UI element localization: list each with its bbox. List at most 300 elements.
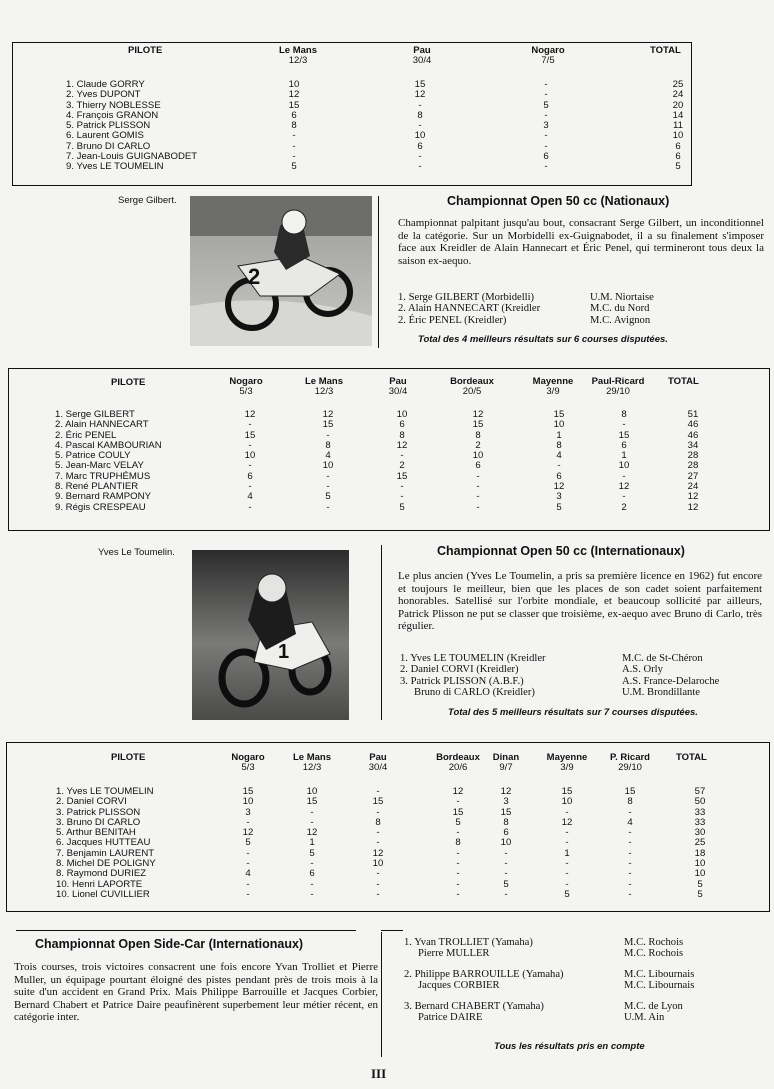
rider-entry: 1. Serge GILBERT (Morbidelli) bbox=[398, 292, 535, 303]
points-cell: - bbox=[476, 470, 480, 482]
points-cell: - bbox=[565, 878, 569, 890]
table-row bbox=[56, 797, 756, 807]
points-cell: - bbox=[326, 501, 330, 513]
result-line bbox=[398, 292, 758, 303]
points-cell: - bbox=[418, 161, 422, 173]
table-row bbox=[56, 869, 756, 879]
table1-col-header: Le Mans 12/3 bbox=[278, 45, 317, 66]
rider-entry: 2. Alain HANNECART (Kreidler bbox=[398, 303, 541, 315]
points-cell: - bbox=[456, 888, 460, 900]
points-cell: 6 bbox=[417, 140, 423, 152]
points-cell: - bbox=[622, 419, 626, 431]
points-cell: - bbox=[456, 868, 460, 880]
points-cell: 6 bbox=[291, 109, 297, 121]
points-cell: 8 bbox=[291, 120, 297, 132]
points-cell: 10 bbox=[414, 130, 426, 142]
table2-body bbox=[55, 410, 755, 513]
points-cell: - bbox=[628, 827, 632, 839]
section-paragraph: Championnat palpitant jusqu'au bout, consacrant Serge Gilbert, un inconditionnel de la catégorie. Sur un Morbidelli ex-Guignabodet, il a su finalement s'imposer face aux Kreidler de Alain Hannecart et Éric Penel, qui termineront tous deux la saison ex-aequo. bbox=[398, 217, 764, 267]
points-cell: 1 bbox=[556, 429, 562, 441]
total-cell: 33 bbox=[694, 816, 706, 828]
column-header: Bordeaux 20/5 bbox=[450, 376, 494, 397]
table-row bbox=[55, 420, 755, 430]
club-entry: M.C. du Nord bbox=[590, 303, 650, 315]
table-row bbox=[55, 441, 755, 451]
column-header: Bordeaux 20/6 bbox=[436, 752, 480, 773]
total-cell: 28 bbox=[687, 450, 699, 462]
points-cell: - bbox=[565, 806, 569, 818]
table-row bbox=[56, 890, 756, 900]
pilot-name: 3. Bruno DI CARLO bbox=[56, 816, 141, 828]
points-cell: 12 bbox=[372, 847, 384, 859]
pilot-name: 3. Patrick PLISSON bbox=[56, 806, 141, 818]
points-cell: 1 bbox=[309, 837, 315, 849]
points-cell: 1 bbox=[564, 847, 570, 859]
rider-entry: 3. Bernard CHABERT (Yamaha) bbox=[404, 1000, 544, 1012]
table-row bbox=[66, 111, 686, 121]
points-cell: 5 bbox=[291, 161, 297, 173]
total-cell: 5 bbox=[697, 888, 703, 900]
rider-entry: Bruno di CARLO (Kreidler) bbox=[414, 687, 535, 699]
pilot-name: 6. Laurent GOMIS bbox=[66, 130, 144, 142]
total-cell: 33 bbox=[694, 806, 706, 818]
column-header: Le Mans 12/3 bbox=[292, 752, 331, 773]
points-cell: - bbox=[544, 109, 548, 121]
total-cell: 20 bbox=[672, 99, 684, 111]
points-cell: 8 bbox=[503, 816, 509, 828]
points-cell: 10 bbox=[561, 796, 573, 808]
results-note: Total des 5 meilleurs résultats sur 7 courses disputées. bbox=[448, 707, 698, 718]
pilot-name: 5. Jean-Marc VELAY bbox=[55, 460, 144, 472]
points-cell: - bbox=[628, 858, 632, 870]
table-row bbox=[55, 482, 755, 492]
points-cell: 12 bbox=[322, 409, 334, 420]
points-cell: 8 bbox=[325, 439, 331, 451]
pilot-name: 5. Arthur BENITAH bbox=[56, 827, 136, 839]
points-cell: 15 bbox=[618, 429, 630, 441]
points-cell: - bbox=[628, 806, 632, 818]
points-cell: - bbox=[628, 868, 632, 880]
result-line bbox=[404, 937, 764, 948]
table-row bbox=[56, 838, 756, 848]
pilot-name: 5. Patrick PLISSON bbox=[66, 120, 151, 132]
table1-total-header: TOTAL bbox=[650, 45, 681, 56]
result-line bbox=[404, 980, 764, 991]
points-cell: 15 bbox=[624, 786, 636, 797]
points-cell: - bbox=[544, 79, 548, 90]
pilot-name: 5. Patrice COULY bbox=[55, 450, 131, 462]
points-cell: 8 bbox=[475, 429, 481, 441]
points-cell: 8 bbox=[399, 429, 405, 441]
table-row bbox=[56, 818, 756, 828]
points-cell: 12 bbox=[288, 89, 300, 101]
column-header: Nogaro 5/3 bbox=[231, 752, 265, 773]
page-number: III bbox=[371, 1066, 387, 1081]
points-cell: 8 bbox=[621, 409, 627, 420]
column-rule bbox=[381, 930, 403, 931]
pilot-name: 3. Thierry NOBLESSE bbox=[66, 99, 161, 111]
points-cell: 10 bbox=[306, 786, 318, 797]
points-cell: - bbox=[504, 888, 508, 900]
points-cell: 15 bbox=[242, 786, 254, 797]
points-cell: 8 bbox=[375, 816, 381, 828]
rider-entry: 1. Yvan TROLLIET (Yamaha) bbox=[404, 937, 533, 948]
points-cell: 6 bbox=[621, 439, 627, 451]
points-cell: 12 bbox=[553, 481, 565, 493]
rider-entry: 1. Yves LE TOUMELIN (Kreidler bbox=[400, 653, 546, 664]
total-cell: 27 bbox=[687, 470, 699, 482]
total-cell: 6 bbox=[675, 140, 681, 152]
column-header: Pau 30/4 bbox=[388, 376, 408, 397]
points-cell: - bbox=[376, 806, 380, 818]
points-cell: - bbox=[628, 888, 632, 900]
points-cell: - bbox=[400, 491, 404, 503]
points-cell: 12 bbox=[242, 827, 254, 839]
points-cell: - bbox=[622, 491, 626, 503]
points-cell: - bbox=[326, 429, 330, 441]
points-cell: - bbox=[628, 878, 632, 890]
column-header: Mayenne 3/9 bbox=[532, 376, 574, 397]
column-header: Pau 30/4 bbox=[368, 752, 388, 773]
points-cell: 5 bbox=[556, 501, 562, 513]
rider-entry: Jacques CORBIER bbox=[418, 980, 500, 992]
column-divider bbox=[381, 932, 382, 1057]
points-cell: 8 bbox=[627, 796, 633, 808]
rider-entry: 2. Daniel CORVI (Kreidler) bbox=[400, 664, 519, 676]
points-cell: 12 bbox=[244, 409, 256, 420]
points-cell: 10 bbox=[288, 79, 300, 90]
points-cell: - bbox=[376, 888, 380, 900]
points-cell: 8 bbox=[417, 109, 423, 121]
table-row bbox=[56, 880, 756, 890]
column-header: Nogaro 5/3 bbox=[229, 376, 263, 397]
club-entry: U.M. Ain bbox=[624, 1011, 665, 1023]
results-note: Tous les résultats pris en compte bbox=[494, 1041, 645, 1052]
results-list bbox=[400, 653, 760, 699]
result-line bbox=[404, 969, 764, 980]
column-rule bbox=[16, 930, 356, 931]
points-cell: - bbox=[565, 858, 569, 870]
points-cell: - bbox=[310, 858, 314, 870]
total-cell: 10 bbox=[694, 868, 706, 880]
points-cell: - bbox=[504, 847, 508, 859]
column-header: Le Mans 12/3 bbox=[304, 376, 343, 397]
total-cell: 51 bbox=[687, 409, 699, 420]
rider-photo-yves-le-toumelin bbox=[192, 550, 349, 720]
result-line bbox=[404, 1001, 764, 1012]
pilot-name: 10. Henri LAPORTE bbox=[56, 878, 143, 890]
points-cell: - bbox=[292, 151, 296, 163]
points-cell: - bbox=[456, 878, 460, 890]
points-cell: 12 bbox=[500, 786, 512, 797]
points-cell: - bbox=[622, 470, 626, 482]
total-cell: 46 bbox=[687, 419, 699, 431]
points-cell: - bbox=[544, 140, 548, 152]
table-row bbox=[55, 410, 755, 420]
results-note: Total des 4 meilleurs résultats sur 6 courses disputées. bbox=[418, 334, 668, 345]
points-cell: - bbox=[326, 481, 330, 493]
points-cell: 2 bbox=[399, 460, 405, 472]
points-cell: - bbox=[248, 481, 252, 493]
points-cell: - bbox=[544, 89, 548, 101]
points-cell: - bbox=[565, 827, 569, 839]
points-cell: - bbox=[248, 460, 252, 472]
points-cell: - bbox=[310, 888, 314, 900]
points-cell: 15 bbox=[244, 429, 256, 441]
rider-entry: 3. Patrick PLISSON (A.B.F.) bbox=[400, 675, 524, 687]
total-cell: 28 bbox=[687, 460, 699, 472]
club-entry: M.C. Avignon bbox=[590, 314, 651, 326]
points-cell: 12 bbox=[396, 439, 408, 451]
points-cell: 5 bbox=[309, 847, 315, 859]
column-header: Dinan 9/7 bbox=[492, 752, 520, 773]
club-entry: A.S. Orly bbox=[622, 664, 663, 676]
points-cell: - bbox=[292, 130, 296, 142]
total-cell: 18 bbox=[694, 847, 706, 859]
points-cell: - bbox=[246, 858, 250, 870]
points-cell: 10 bbox=[396, 409, 408, 420]
svg-text:2: 2 bbox=[248, 264, 261, 289]
points-cell: 15 bbox=[396, 470, 408, 482]
photo-caption: Serge Gilbert. bbox=[118, 195, 177, 206]
points-cell: - bbox=[476, 501, 480, 513]
points-cell: - bbox=[248, 419, 252, 431]
points-cell: 6 bbox=[475, 460, 481, 472]
points-cell: - bbox=[376, 837, 380, 849]
pilot-name: 9. Yves LE TOUMELIN bbox=[66, 161, 164, 173]
pilot-name: 2. Daniel CORVI bbox=[56, 796, 127, 808]
points-cell: - bbox=[400, 481, 404, 493]
result-line bbox=[404, 1012, 764, 1023]
pilot-name: 1. Yves LE TOUMELIN bbox=[56, 786, 154, 797]
points-cell: - bbox=[310, 806, 314, 818]
points-cell: 2 bbox=[475, 439, 481, 451]
points-cell: - bbox=[376, 827, 380, 839]
points-cell: - bbox=[310, 816, 314, 828]
points-cell: 12 bbox=[472, 409, 484, 420]
total-cell: 6 bbox=[675, 151, 681, 163]
points-cell: 15 bbox=[553, 409, 565, 420]
svg-text:1: 1 bbox=[278, 641, 290, 663]
total-cell: 12 bbox=[687, 491, 699, 503]
points-cell: - bbox=[376, 786, 380, 797]
table3-body bbox=[56, 787, 756, 900]
table-row bbox=[56, 828, 756, 838]
section-paragraph: Trois courses, trois victoires consacrent une fois encore Yvan Trolliet et Pierre Muller, un équipage pourtant éloigné des pistes pendant près de trois mois à la suite d'un accident en Grand Prix. Mais Philippe Barrouille et Jacques Corbier, Bernard Chabert et Patrice Daire peaufinèrent superbement leur métier récent, en catégorie inter. bbox=[14, 961, 378, 1024]
total-cell: 12 bbox=[687, 501, 699, 513]
points-cell: 15 bbox=[414, 79, 426, 90]
pilot-name: 6. Jacques HUTTEAU bbox=[56, 837, 151, 849]
points-cell: - bbox=[418, 120, 422, 132]
points-cell: 3 bbox=[556, 491, 562, 503]
points-cell: 12 bbox=[561, 816, 573, 828]
points-cell: - bbox=[456, 847, 460, 859]
result-line bbox=[400, 687, 760, 698]
points-cell: - bbox=[544, 161, 548, 173]
points-cell: 5 bbox=[245, 837, 251, 849]
table-row bbox=[56, 787, 756, 797]
points-cell: 15 bbox=[561, 786, 573, 797]
points-cell: 15 bbox=[306, 796, 318, 808]
rider-photo-serge-gilbert bbox=[190, 196, 372, 346]
points-cell: 12 bbox=[618, 481, 630, 493]
pilot-name: 2. Alain HANNECART bbox=[55, 419, 149, 431]
points-cell: 4 bbox=[245, 868, 251, 880]
total-cell: 10 bbox=[694, 858, 706, 870]
points-cell: - bbox=[476, 491, 480, 503]
club-entry: U.M. Brondillante bbox=[622, 687, 700, 699]
table1-col-header: Nogaro 7/5 bbox=[531, 45, 565, 66]
result-line bbox=[398, 315, 758, 326]
points-cell: - bbox=[246, 888, 250, 900]
table-row bbox=[55, 492, 755, 502]
table-row bbox=[66, 121, 686, 131]
points-cell: 5 bbox=[399, 501, 405, 513]
points-cell: 6 bbox=[556, 470, 562, 482]
table1-body bbox=[66, 80, 686, 173]
pilot-name: 4. Pascal KAMBOURIAN bbox=[55, 439, 162, 451]
table2-pilot-header: PILOTE bbox=[111, 377, 146, 388]
points-cell: 10 bbox=[244, 450, 256, 462]
total-cell: 34 bbox=[687, 439, 699, 451]
section-paragraph: Le plus ancien (Yves Le Toumelin, a pris sa première licence en 1962) fut encore et toujours le meilleur, bien que les places de son cadet soient parfaitement honorables. Satellisé sur l'orbite mondiale, et beaucoup sollicité par ailleurs, Patrick Plisson ne put se classer que troisième, ex-aequo avec Bruno di Carlo, très régulier. bbox=[398, 570, 762, 633]
points-cell: 10 bbox=[553, 419, 565, 431]
results-list bbox=[404, 937, 764, 1023]
pilot-name: 1. Serge GILBERT bbox=[55, 409, 135, 420]
club-entry: U.M. Niortaise bbox=[590, 292, 654, 303]
points-cell: 3 bbox=[503, 796, 509, 808]
points-cell: 6 bbox=[309, 868, 315, 880]
points-cell: - bbox=[246, 878, 250, 890]
points-cell: 4 bbox=[627, 816, 633, 828]
points-cell: - bbox=[628, 837, 632, 849]
total-cell: 10 bbox=[672, 130, 684, 142]
points-cell: - bbox=[400, 450, 404, 462]
club-entry: A.S. France-Delaroche bbox=[622, 675, 720, 687]
result-line bbox=[404, 948, 764, 959]
points-cell: - bbox=[456, 858, 460, 870]
pilot-name: 8. René PLANTIER bbox=[55, 481, 139, 493]
section-title: Championnat Open 50 cc (Nationaux) bbox=[447, 194, 670, 208]
photo-caption: Yves Le Toumelin. bbox=[98, 547, 175, 558]
pilot-name: 2. Éric PENEL bbox=[55, 429, 117, 441]
total-cell: 25 bbox=[672, 79, 684, 90]
table-row bbox=[55, 472, 755, 482]
club-entry: M.C. de St-Chéron bbox=[622, 653, 703, 664]
points-cell: 5 bbox=[543, 99, 549, 111]
club-entry: M.C. Libournais bbox=[624, 980, 695, 992]
rider-entry: 2. Éric PENEL (Kreidler) bbox=[398, 314, 507, 326]
points-cell: - bbox=[456, 796, 460, 808]
points-cell: 10 bbox=[472, 450, 484, 462]
pilot-name: 1. Claude GORRY bbox=[66, 79, 145, 90]
points-cell: 5 bbox=[564, 888, 570, 900]
total-cell: 24 bbox=[687, 481, 699, 493]
points-cell: - bbox=[418, 151, 422, 163]
points-cell: 8 bbox=[556, 439, 562, 451]
points-cell: 3 bbox=[245, 806, 251, 818]
pilot-name: 9. Bernard RAMPONY bbox=[55, 491, 151, 503]
points-cell: - bbox=[248, 439, 252, 451]
total-cell: 46 bbox=[687, 429, 699, 441]
column-header: Paul-Ricard 29/10 bbox=[591, 376, 645, 397]
points-cell: 15 bbox=[452, 806, 464, 818]
table-row bbox=[66, 131, 686, 141]
table1-pilot-header: PILOTE bbox=[128, 45, 163, 56]
table-row bbox=[56, 859, 756, 869]
points-cell: 1 bbox=[621, 450, 627, 462]
rider-entry: 2. Philippe BARROUILLE (Yamaha) bbox=[404, 968, 564, 980]
club-entry: M.C. Libournais bbox=[624, 968, 695, 980]
points-cell: - bbox=[246, 847, 250, 859]
points-cell: 5 bbox=[325, 491, 331, 503]
table-row bbox=[66, 80, 686, 90]
points-cell: 15 bbox=[472, 419, 484, 431]
points-cell: 15 bbox=[500, 806, 512, 818]
points-cell: 12 bbox=[306, 827, 318, 839]
points-cell: 6 bbox=[543, 151, 549, 163]
points-cell: 15 bbox=[288, 99, 300, 111]
points-cell: - bbox=[504, 858, 508, 870]
pilot-name: 8. Raymond DURIEZ bbox=[56, 868, 147, 880]
points-cell: - bbox=[456, 827, 460, 839]
table1-col-header: Pau 30/4 bbox=[412, 45, 432, 66]
column-header: Mayenne 3/9 bbox=[546, 752, 588, 773]
points-cell: 2 bbox=[621, 501, 627, 513]
rider-entry: Pierre MULLER bbox=[418, 948, 490, 960]
section-title: Championnat Open 50 cc (Internationaux) bbox=[437, 544, 685, 558]
rider-entry: Patrice DAIRE bbox=[418, 1011, 483, 1023]
table-row bbox=[66, 101, 686, 111]
points-cell: 6 bbox=[503, 827, 509, 839]
pilot-name: 7. Benjamin LAURENT bbox=[56, 847, 155, 859]
points-cell: 4 bbox=[247, 491, 253, 503]
total-cell: 24 bbox=[672, 89, 684, 101]
club-entry: M.C. Rochois bbox=[624, 948, 684, 960]
column-divider bbox=[381, 545, 382, 720]
points-cell: 15 bbox=[372, 796, 384, 808]
points-cell: 10 bbox=[618, 460, 630, 472]
total-cell: 5 bbox=[697, 878, 703, 890]
table3-pilot-header: PILOTE bbox=[111, 752, 146, 763]
points-cell: - bbox=[418, 99, 422, 111]
club-entry: M.C. de Lyon bbox=[624, 1000, 683, 1012]
points-cell: 6 bbox=[399, 419, 405, 431]
total-cell: 30 bbox=[694, 827, 706, 839]
points-cell: 10 bbox=[242, 796, 254, 808]
results-list bbox=[398, 292, 758, 326]
pilot-name: 7. Jean-Louis GUIGNABODET bbox=[66, 151, 198, 163]
points-cell: 8 bbox=[455, 837, 461, 849]
points-cell: 4 bbox=[325, 450, 331, 462]
pilot-name: 10. Lionel CUVILLIER bbox=[56, 888, 150, 900]
pilot-name: 8. Michel DE POLIGNY bbox=[56, 858, 156, 870]
total-cell: 11 bbox=[673, 120, 683, 132]
points-cell: 10 bbox=[322, 460, 334, 472]
result-line bbox=[400, 676, 760, 687]
table-row bbox=[56, 808, 756, 818]
pilot-name: 2. Yves DUPONT bbox=[66, 89, 141, 101]
result-line bbox=[400, 664, 760, 675]
column-divider bbox=[378, 196, 379, 348]
points-cell: - bbox=[376, 868, 380, 880]
points-cell: - bbox=[310, 878, 314, 890]
points-cell: 12 bbox=[414, 89, 426, 101]
table-row bbox=[55, 503, 755, 513]
result-line bbox=[400, 653, 760, 664]
pilot-name: 4. François GRANON bbox=[66, 109, 159, 121]
points-cell: 5 bbox=[503, 878, 509, 890]
